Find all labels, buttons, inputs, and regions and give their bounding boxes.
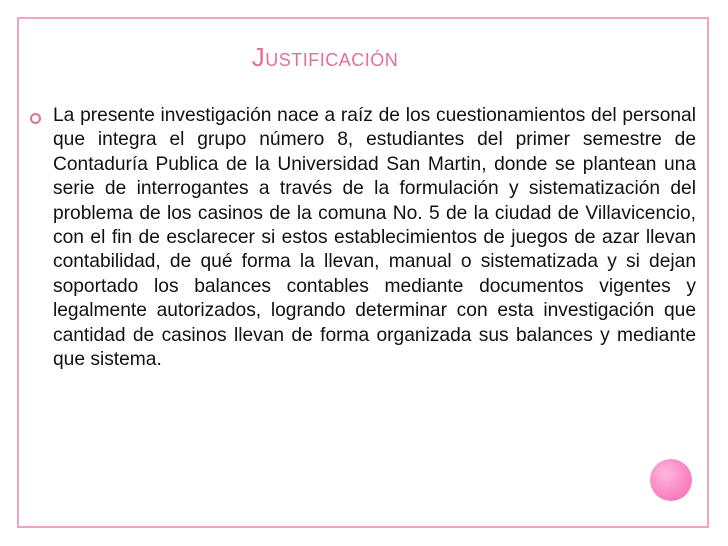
decorative-circle — [650, 459, 692, 501]
bullet-item — [24, 104, 696, 372]
slide-title: Justificación — [251, 42, 399, 72]
bullet-list — [24, 104, 696, 372]
bullet-text: La presente investigación nace a raíz de los cuestionamientos del personal que integra el grupo número 8, estudiantes del primer semestre de Contaduría Publica de la Universidad San Martin, donde se plantean una serie de interrogantes a través de la formulación y sistematización del problema de los casinos de la comuna No. 5 de la ciudad de Villavicencio, con el fin de esclarecer si estos establecimientos de juegos de azar llevan contabilidad, de qué forma la llevan, manual o sistematizada y si dejan soportado los balances contables mediante documentos vigentes y legalmente autorizados, logrando determinar con esta investigación que cantidad de casinos llevan de forma organizada sus balances y mediante que sistema. — [53, 105, 696, 371]
bullet-circle-icon — [30, 113, 41, 124]
